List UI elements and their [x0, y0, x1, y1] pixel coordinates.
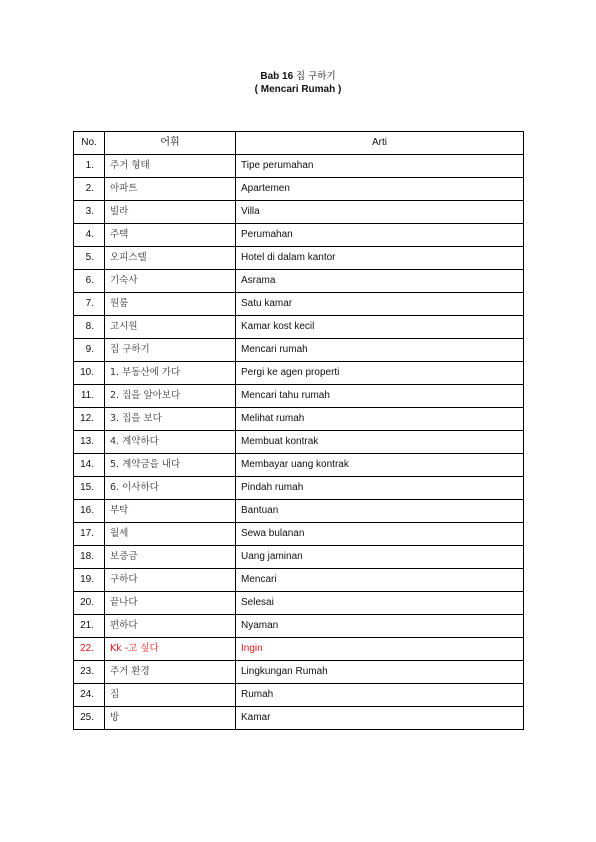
- row-number: 24.: [74, 684, 105, 707]
- row-korean-word: 오피스텔: [105, 247, 236, 270]
- row-indonesian-meaning: Mencari rumah: [236, 339, 524, 362]
- row-number: 20.: [74, 592, 105, 615]
- row-number: 9.: [74, 339, 105, 362]
- row-korean-word: 집: [105, 684, 236, 707]
- row-korean-word: 2. 집을 알아보다: [105, 385, 236, 408]
- row-indonesian-meaning: Villa: [236, 201, 524, 224]
- table-row: [74, 454, 524, 477]
- table-row: [74, 546, 524, 569]
- row-number: 12.: [74, 408, 105, 431]
- table-row: [74, 178, 524, 201]
- row-number: 3.: [74, 201, 105, 224]
- table-row: [74, 293, 524, 316]
- row-indonesian-meaning: Membuat kontrak: [236, 431, 524, 454]
- row-number: 14.: [74, 454, 105, 477]
- row-korean-word: 3. 집을 보다: [105, 408, 236, 431]
- table-row: [74, 661, 524, 684]
- page-title-block: [0, 70, 596, 96]
- row-indonesian-meaning: Apartemen: [236, 178, 524, 201]
- row-indonesian-meaning: Ingin: [236, 638, 524, 661]
- row-korean-word: 고시원: [105, 316, 236, 339]
- table-row: [74, 615, 524, 638]
- table-row: [74, 339, 524, 362]
- row-korean-word: 주거 환경: [105, 661, 236, 684]
- row-indonesian-meaning: Pergi ke agen properti: [236, 362, 524, 385]
- row-korean-word: 보증금: [105, 546, 236, 569]
- row-number: 21.: [74, 615, 105, 638]
- vocabulary-table: [73, 131, 524, 730]
- row-korean-word: 방: [105, 707, 236, 730]
- row-korean-word: 구하다: [105, 569, 236, 592]
- row-korean-word: 6. 이사하다: [105, 477, 236, 500]
- row-indonesian-meaning: Uang jaminan: [236, 546, 524, 569]
- row-number: 8.: [74, 316, 105, 339]
- row-korean-word: 월세: [105, 523, 236, 546]
- row-number: 7.: [74, 293, 105, 316]
- row-korean-word: 1. 부동산에 가다: [105, 362, 236, 385]
- table-row: [74, 523, 524, 546]
- row-indonesian-meaning: Tipe perumahan: [236, 155, 524, 178]
- chapter-title-korean: 집 구하기: [295, 71, 336, 82]
- row-indonesian-meaning: Mencari tahu rumah: [236, 385, 524, 408]
- row-number: 11.: [74, 385, 105, 408]
- table-row: [74, 224, 524, 247]
- row-number: 13.: [74, 431, 105, 454]
- row-number: 23.: [74, 661, 105, 684]
- row-indonesian-meaning: Perumahan: [236, 224, 524, 247]
- table-row: [74, 638, 524, 661]
- table-row: [74, 431, 524, 454]
- row-korean-word: Kk -고 싶다: [105, 638, 236, 661]
- row-number: 10.: [74, 362, 105, 385]
- table-row: [74, 500, 524, 523]
- row-korean-word: 빌라: [105, 201, 236, 224]
- table-row: [74, 316, 524, 339]
- table-row: [74, 270, 524, 293]
- page-subtitle: ( Mencari Rumah ): [254, 84, 342, 95]
- table-row: [74, 592, 524, 615]
- row-indonesian-meaning: Pindah rumah: [236, 477, 524, 500]
- row-indonesian-meaning: Asrama: [236, 270, 524, 293]
- row-number: 5.: [74, 247, 105, 270]
- page-title: [0, 70, 596, 83]
- row-indonesian-meaning: Selesai: [236, 592, 524, 615]
- table-row: [74, 477, 524, 500]
- table-row: [74, 201, 524, 224]
- table-row: [74, 385, 524, 408]
- row-number: 22.: [74, 638, 105, 661]
- column-header-meaning: Arti: [236, 132, 524, 155]
- row-indonesian-meaning: Kamar kost kecil: [236, 316, 524, 339]
- row-indonesian-meaning: Bantuan: [236, 500, 524, 523]
- row-number: 18.: [74, 546, 105, 569]
- table-row: [74, 684, 524, 707]
- row-number: 1.: [74, 155, 105, 178]
- row-number: 4.: [74, 224, 105, 247]
- row-indonesian-meaning: Rumah: [236, 684, 524, 707]
- table-row: [74, 247, 524, 270]
- vocabulary-table-body: [74, 155, 524, 730]
- table-row: [74, 569, 524, 592]
- row-number: 19.: [74, 569, 105, 592]
- row-korean-word: 5. 계약금을 내다: [105, 454, 236, 477]
- row-number: 25.: [74, 707, 105, 730]
- row-indonesian-meaning: Mencari: [236, 569, 524, 592]
- table-row: [74, 408, 524, 431]
- row-indonesian-meaning: Satu kamar: [236, 293, 524, 316]
- row-indonesian-meaning: Kamar: [236, 707, 524, 730]
- row-indonesian-meaning: Nyaman: [236, 615, 524, 638]
- row-korean-word: 편하다: [105, 615, 236, 638]
- row-indonesian-meaning: Sewa bulanan: [236, 523, 524, 546]
- column-header-number: No.: [74, 132, 105, 155]
- row-number: 16.: [74, 500, 105, 523]
- row-korean-word: 기숙사: [105, 270, 236, 293]
- row-korean-word: 원룸: [105, 293, 236, 316]
- row-korean-word: 집 구하기: [105, 339, 236, 362]
- table-row: [74, 362, 524, 385]
- column-header-vocabulary: 어휘: [105, 132, 236, 155]
- row-korean-word: 4. 계약하다: [105, 431, 236, 454]
- row-korean-word: 끝나다: [105, 592, 236, 615]
- row-indonesian-meaning: Hotel di dalam kantor: [236, 247, 524, 270]
- row-indonesian-meaning: Membayar uang kontrak: [236, 454, 524, 477]
- row-number: 2.: [74, 178, 105, 201]
- row-indonesian-meaning: Melihat rumah: [236, 408, 524, 431]
- row-number: 6.: [74, 270, 105, 293]
- row-korean-word: 주택: [105, 224, 236, 247]
- row-korean-word: 주거 형태: [105, 155, 236, 178]
- table-row: [74, 707, 524, 730]
- row-korean-word: 아파트: [105, 178, 236, 201]
- row-korean-word: 부탁: [105, 500, 236, 523]
- row-number: 15.: [74, 477, 105, 500]
- chapter-number: Bab 16: [260, 71, 294, 82]
- row-number: 17.: [74, 523, 105, 546]
- row-indonesian-meaning: Lingkungan Rumah: [236, 661, 524, 684]
- table-header-row: [74, 132, 524, 155]
- table-row: [74, 155, 524, 178]
